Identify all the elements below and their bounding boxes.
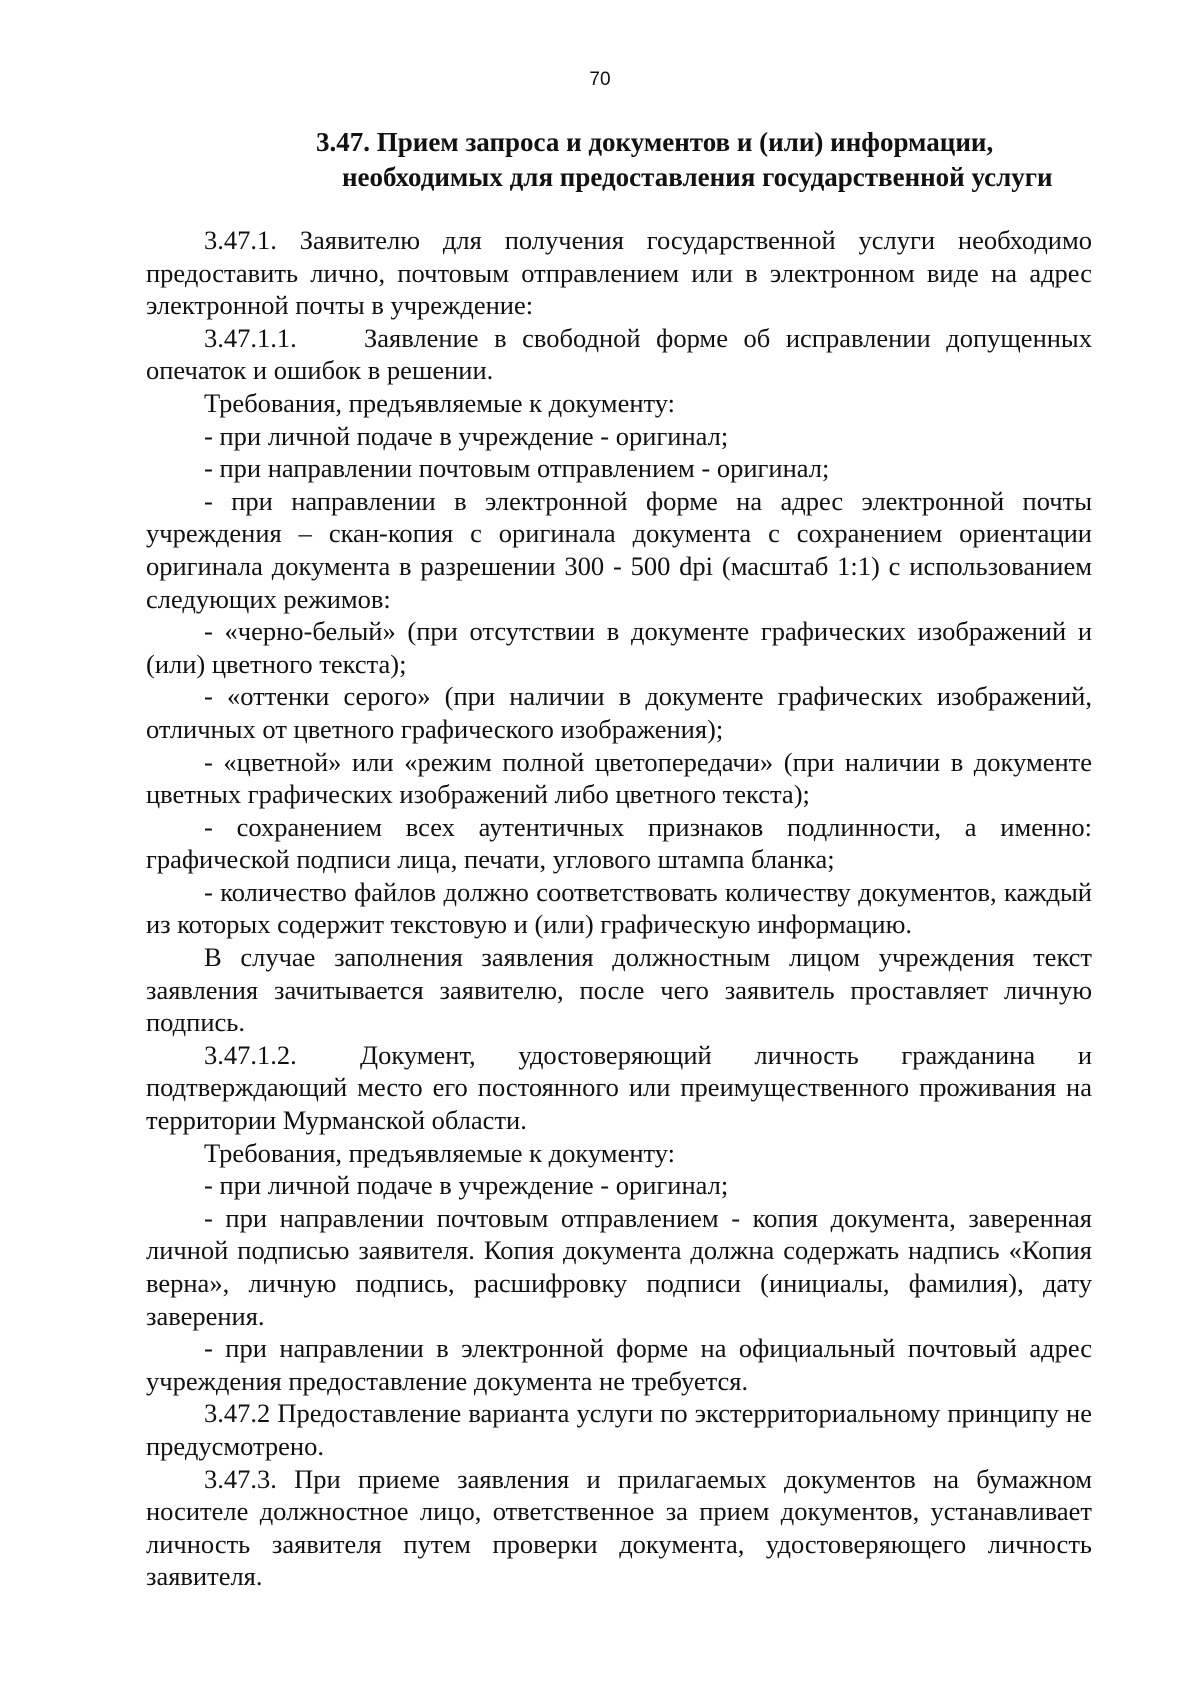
paragraph: Требования, предъявляемые к документу: — [204, 1137, 676, 1168]
paragraph: - «оттенки серого» (при наличии в документе графических изображений, отличных от цветного графического изображения); — [146, 681, 1092, 744]
paragraph: В случае заполнения заявления должностным лицом учреждения текст заявления зачитывается заявителю, после чего заявитель проставляет личную подпись. — [146, 942, 1092, 1038]
paragraph: Требования, предъявляемые к документу: — [204, 387, 676, 418]
paragraph: - при личной подаче в учреждение - оригинал; — [204, 420, 729, 451]
clause-number: 3.47.1.2. — [204, 1039, 297, 1070]
paragraph — [146, 322, 1092, 387]
paragraph: - сохранением всех аутентичных признаков подлинности, а именно: графической подписи лица, печати, углового штампа бланка; — [146, 811, 1092, 875]
paragraph: - «цветной» или «режим полной цветопередачи» (при наличии в документе цветных графических изображений либо цветного текста); — [146, 746, 1092, 810]
clause-text: Заявление в свободной форме об исправлении допущенных опечаток и ошибок в решении. — [146, 322, 1092, 386]
document-body — [146, 224, 1092, 1593]
paragraph: - при личной подаче в учреждение - оригинал; — [204, 1170, 729, 1201]
paragraph: - при направлении почтовым отправлением - оригинал; — [204, 453, 830, 484]
paragraph: - «черно-белый» (при отсутствии в документе графических изображений и (или) цветного текста); — [146, 616, 1092, 679]
paragraph: 3.47.1. Заявителю для получения государственной услуги необходимо предоставить лично, почтовым отправлением или в электронном виде на адрес электронной почты в учреждение: — [146, 225, 1092, 321]
page-number: 70 — [589, 69, 611, 90]
paragraph: 3.47.2 Предоставление варианта услуги по экстерриториальному принципу не предусмотрено. — [146, 1398, 1092, 1461]
section-heading-line-2: необходимых для предоставления государственной услуги — [342, 162, 1053, 192]
section-heading — [316, 125, 1096, 195]
paragraph: - при направлении почтовым отправлением - копия документа, заверенная личной подписью заявителя. Копия документа должна содержать надпись «Копия верна», личную подпись, расшифровку подписи (инициалы, фамилия), дату заверения. — [146, 1202, 1092, 1331]
clause-number: 3.47.1.1. — [204, 322, 297, 353]
paragraph: 3.47.3. При приеме заявления и прилагаемых документов на бумажном носителе должностное лицо, ответственное за прием документов, устанавливает личность заявителя путем проверки документа, удостоверяющего личность заявителя. — [146, 1463, 1092, 1592]
paragraph: - при направлении в электронной форме на официальный почтовый адрес учреждения предоставление документа не требуется. — [146, 1333, 1092, 1396]
clause-text: Документ, удостоверяющий личность гражданина и подтверждающий место его постоянного или преимущественного проживания на территории Мурманской области. — [146, 1039, 1092, 1136]
paragraph — [146, 1039, 1092, 1137]
section-heading-line-1: 3.47. Прием запроса и документов и (или) информации, — [316, 127, 994, 157]
paragraph: - при направлении в электронной форме на адрес электронной почты учреждения – скан-копия с оригинала документа с сохранением ориентации оригинала документа в разрешении 300 - 500 dpi (масштаб 1:1) с использованием следующих режимов: — [146, 485, 1092, 614]
paragraph: - количество файлов должно соответствовать количеству документов, каждый из которых содержит текстовую и (или) графическую информацию. — [146, 876, 1092, 940]
